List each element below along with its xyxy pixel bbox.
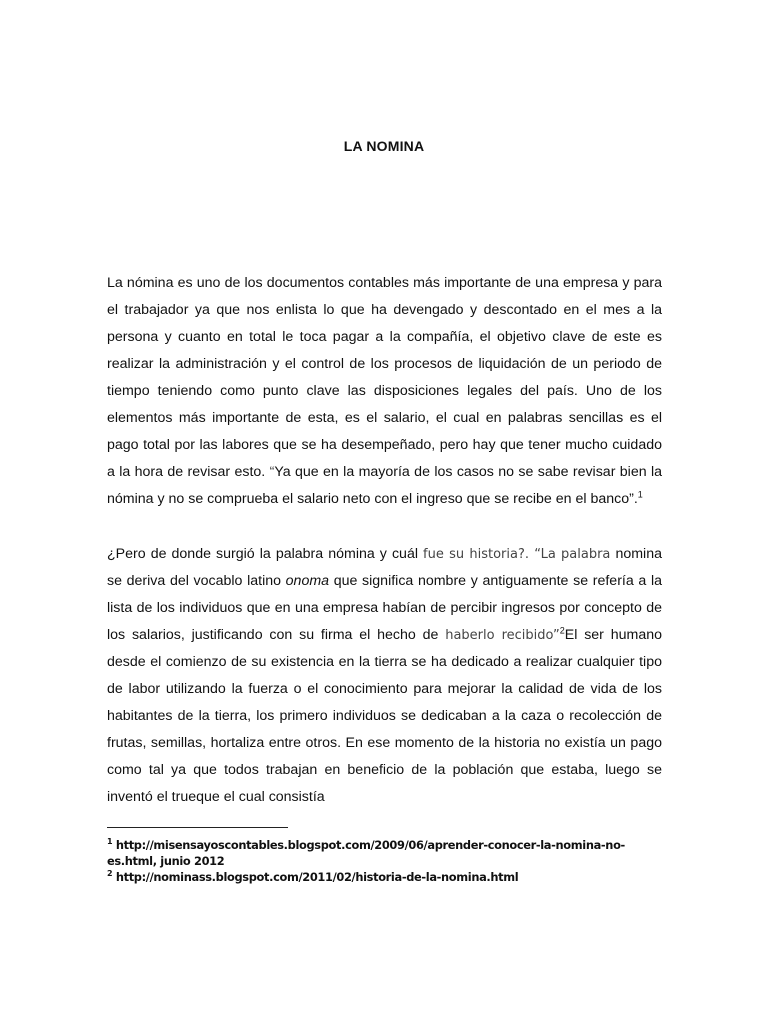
paragraph-2-italic-word: onoma [285,573,330,589]
footnote-ref-1: 1 [637,489,643,500]
footnote-ref-2: 2 [559,625,565,636]
document-title: LA NOMINA [343,138,425,154]
paragraph-2-text-b: fue su historia?. “La palabra [423,547,611,562]
paragraph-2 [107,541,662,811]
footnote-2 [107,869,662,885]
footnote-2-number: 2 [107,869,113,879]
paragraph-1-quote: Ya que en la mayoría de los casos no se sabe revisar bien la nómina y no se comprueba el salario neto con el ingreso que se recibe en el banco [107,464,663,507]
paragraph-2-text-c: nomina se deriva del vocablo latino [107,546,662,589]
paragraph-2-text-f: El ser humano desde el comienzo de su existencia en la tierra se ha dedicado a realizar cualquier tipo de labor utilizando la fuerza o el conocimiento para mejorar la calidad de vida de los habitantes de la tierra, los primero individuos se dedicaban a la caza o recolección de frutas, semillas, hortaliza entre otros. En ese momento de la historia no existía un pago como tal ya que todos trabajan en beneficio de la población que estaba, luego se inventó el trueque el cual consistía [107,627,663,805]
paragraph-2-text-e: haberlo recibido” [445,628,560,643]
quote-open-mark: “ [265,464,275,480]
paragraph-2-text-d: que significa nombre y antiguamente se refería a la lista de los individuos que en una empresa habían de percibir ingresos por concepto de los salarios, justificando con su firma el hecho de [107,573,663,643]
paragraph-1 [107,270,662,513]
paragraph-2-text-a: ¿Pero de donde surgió la palabra nómina y cuál [107,546,424,562]
footnote-1-text: http://misensayoscontables.blogspot.com/2009/06/aprender-conocer-la-nomina-no-es.html, junio 2012 [107,838,625,868]
footnote-separator [107,827,288,828]
footnote-1-number: 1 [107,837,113,847]
paragraph-1-text: La nómina es uno de los documentos contables más importante de una empresa y para el trabajador ya que nos enlista lo que ha devengado y descontado en el mes a la persona y cuanto en total le toca pagar a la compañía, el objetivo clave de este es realizar la administración y el control de los procesos de liquidación de un periodo de tiempo teniendo como punto clave las disposiciones legales del país. Uno de los elementos más importante de esta, es el salario, el cual en palabras sencillas es el pago total por las labores que se ha desempeñado, pero hay que tener mucho cuidado a la hora de revisar esto. [107,275,662,480]
footnote-1 [107,837,662,869]
footnote-2-text: http://nominass.blogspot.com/2011/02/historia-de-la-nomina.html [112,870,519,884]
quote-close-mark: ”. [629,491,638,507]
